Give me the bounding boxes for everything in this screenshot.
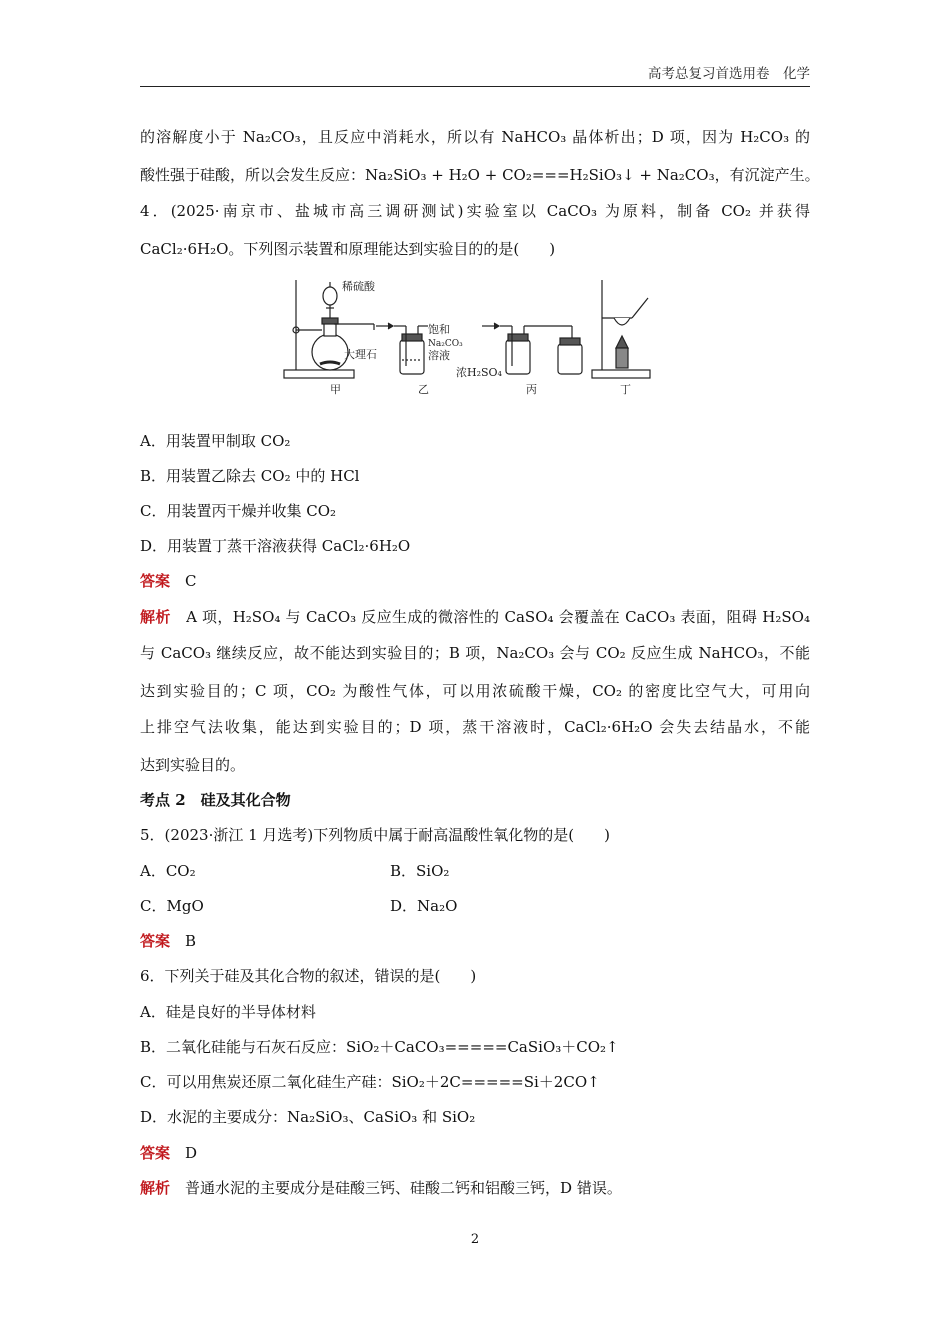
option-b: B．二氧化硅能与石灰石反应：SiO₂＋CaCO₃=====CaSiO₃＋CO₂↑: [140, 1038, 619, 1056]
header-rule: [140, 86, 810, 87]
option-c: C．用装置丙干燥并收集 CO₂: [140, 502, 337, 520]
analysis-label: 解析: [140, 1179, 171, 1197]
apparatus-bing: [456, 323, 582, 396]
answer-line: [140, 930, 810, 952]
option-d: D．Na₂O: [390, 897, 458, 915]
fig-label: Na₂CO₃: [428, 339, 463, 349]
fig-label: 丁: [620, 383, 631, 396]
fig-label: 甲: [330, 383, 341, 396]
option-row: [140, 860, 810, 882]
option-c: C．MgO: [140, 897, 204, 915]
answer-value: B: [185, 932, 197, 950]
question-5-stem: 5．(2023·浙江 1 月选考)下列物质中属于耐高温酸性氧化物的是( ): [140, 826, 610, 844]
page-number: 2: [470, 1232, 480, 1247]
answer-line: [140, 570, 810, 592]
analysis-label: 解析: [140, 608, 171, 626]
apparatus-ding: [592, 280, 650, 396]
answer-label: 答案: [140, 1144, 171, 1162]
question-4-stem-cont: CaCl₂·6H₂O。下列图示装置和原理能达到实验目的的是( ): [140, 240, 556, 258]
fig-label: 浓H₂SO₄: [456, 366, 502, 379]
fig-label: 丙: [526, 383, 537, 396]
option-b: B．SiO₂: [390, 862, 450, 880]
analysis-text: A 项，H₂SO₄ 与 CaCO₃ 反应生成的微溶性的 CaSO₄ 会覆盖在 CaCO₃ 表面，阻碍 H₂SO₄: [186, 608, 810, 626]
analysis-line: 达到实验目的；C 项，CO₂ 为酸性气体，可以用浓硫酸干燥，CO₂ 的密度比空气大，可用向: [140, 682, 810, 700]
answer-line: [140, 1142, 810, 1164]
apparatus-jia: [284, 279, 377, 396]
page-header: 高考总复习首选用卷 化学: [648, 66, 810, 82]
answer-value: D: [185, 1144, 198, 1162]
analysis-line: 达到实验目的。: [140, 756, 246, 774]
analysis-text: 普通水泥的主要成分是硅酸三钙、硅酸二钙和铝酸三钙，D 错误。: [185, 1179, 622, 1197]
option-b: B．用装置乙除去 CO₂ 中的 HCl: [140, 467, 360, 485]
option-c: C．可以用焦炭还原二氧化硅生产硅：SiO₂＋2C=====Si＋2CO↑: [140, 1073, 600, 1091]
text-line: 酸性强于硅酸，所以会发生反应：Na₂SiO₃ + H₂O + CO₂===H₂SiO₃↓ + Na₂CO₃，有沉淀产生。: [140, 166, 820, 184]
analysis-line: 与 CaCO₃ 继续反应，故不能达到实验目的；B 项，Na₂CO₃ 会与 CO₂ 反应生成 NaHCO₃，不能: [140, 644, 810, 662]
option-a: A．硅是良好的半导体材料: [140, 1003, 316, 1021]
question-4-stem: 4．(2025·南京市、盐城市高三调研测试)实验室以 CaCO₃ 为原料，制备 CO₂ 并获得: [140, 202, 810, 220]
analysis-line: [140, 606, 810, 628]
question-6-stem: 6．下列关于硅及其化合物的叙述，错误的是( ): [140, 967, 477, 985]
fig-label: 稀硫酸: [342, 280, 375, 293]
analysis-line: 上排空气法收集，能达到实验目的；D 项，蒸干溶液时，CaCl₂·6H₂O 会失去结晶水，不能: [140, 718, 810, 736]
fig-label: 溶液: [428, 349, 450, 362]
apparatus-figure: [282, 278, 662, 404]
answer-label: 答案: [140, 932, 171, 950]
apparatus-yi: [376, 322, 463, 396]
option-a: A．用装置甲制取 CO₂: [140, 432, 291, 450]
option-row: [140, 895, 810, 917]
option-d: D．水泥的主要成分：Na₂SiO₃、CaSiO₃ 和 SiO₂: [140, 1108, 476, 1126]
text-line: 的溶解度小于 Na₂CO₃，且反应中消耗水，所以有 NaHCO₃ 晶体析出；D 项，因为 H₂CO₃ 的: [140, 128, 810, 146]
analysis-line: [140, 1177, 810, 1199]
answer-value: C: [185, 572, 197, 590]
fig-label: 乙: [418, 383, 429, 396]
option-a: A．CO₂: [140, 862, 196, 880]
option-d: D．用装置丁蒸干溶液获得 CaCl₂·6H₂O: [140, 537, 411, 555]
fig-label: 大理石: [344, 348, 377, 361]
answer-label: 答案: [140, 572, 171, 590]
fig-label: 饱和: [428, 323, 450, 336]
section-title: 考点 2 硅及其化合物: [140, 791, 291, 809]
